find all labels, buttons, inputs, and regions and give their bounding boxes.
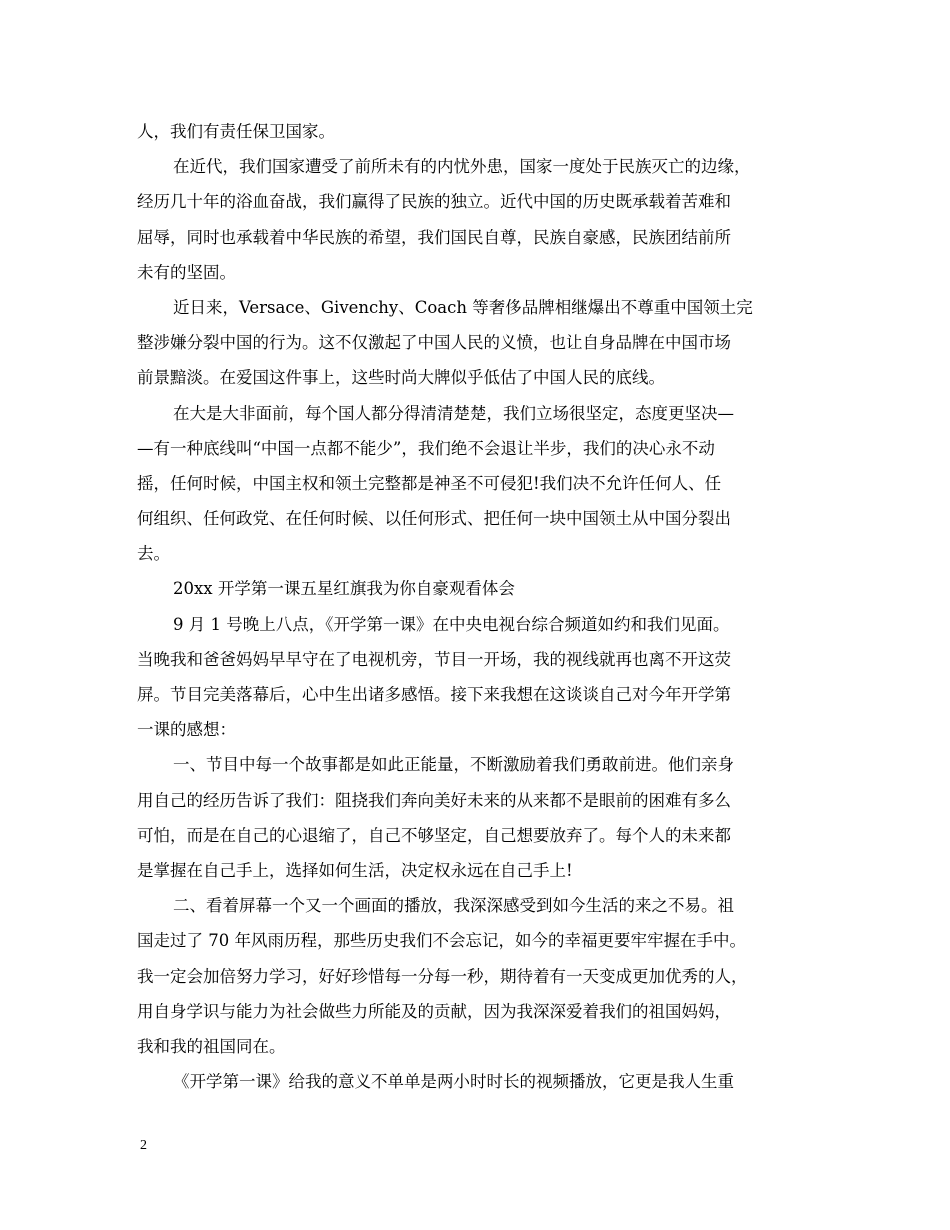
text-line: 国走过了 70 年风雨历程，那些历史我们不会忘记，如今的幸福更要牢牢握在手中。 [137, 931, 746, 951]
page-number: 2 [140, 1138, 147, 1153]
text-line: 一、节目中每一个故事都是如此正能量，不断激励着我们勇敢前进。他们亲身 [173, 755, 734, 775]
text-line: 我和我的祖国同在。 [137, 1036, 286, 1056]
text-line: 屈辱，同时也承载着中华民族的希望，我们国民自尊，民族自豪感，民族团结前所 [137, 227, 731, 247]
text-line: 人，我们有责任保卫国家。 [137, 122, 335, 141]
text-line: 二、看着屏幕一个又一个画面的播放，我深深感受到如今生活的来之不易。祖 [173, 896, 734, 916]
text-line: 用自己的经历告诉了我们：阻挠我们奔向美好未来的从来都不是眼前的困难有多么 [137, 790, 731, 810]
text-line: 我一定会加倍努力学习，好好珍惜每一分每一秒，期待着有一天变成更加优秀的人， [137, 966, 748, 986]
text-line: 当晚我和爸爸妈妈早早守在了电视机旁，节目一开场，我的视线就再也离不开这荧 [137, 649, 731, 669]
text-line: 可怕，而是在自己的心退缩了，自己不够坚定，自己想要放弃了。每个人的未来都 [137, 825, 731, 845]
text-line: 在近代，我们国家遭受了前所未有的内忧外患，国家一度处于民族灭亡的边缘， [173, 157, 751, 177]
text-line: 摇，任何时候，中国主权和领土完整都是神圣不可侵犯!我们决不允许任何人、任 [137, 473, 722, 493]
text-line: 前景黯淡。在爱国这件事上，这些时尚大牌似乎低估了中国人民的底线。 [137, 368, 665, 388]
text-line: 屏。节目完美落幕后，心中生出诸多感悟。接下来我想在这谈谈自己对今年开学第 [137, 685, 731, 704]
text-line: 未有的坚固。 [137, 262, 236, 282]
text-line: 一课的感想： [137, 720, 236, 740]
body-text [137, 114, 827, 1099]
text-line: —有一种底线叫“中国一点都不能少”，我们绝不会退让半步，我们的决心永不动 [137, 438, 715, 458]
text-line: 何组织、任何政党、在任何时候、以任何形式、把任何一块中国领土从中国分裂出 [137, 509, 731, 529]
text-line: 《开学第一课》给我的意义不单单是两小时时长的视频播放，它更是我人生重 [173, 1072, 734, 1092]
text-line: 用自身学识与能力为社会做些力所能及的贡献，因为我深深爱着我们的祖国妈妈， [137, 1001, 731, 1021]
text-line: 近日来，Versace、Givenchy、Coach 等奢侈品牌相继爆出不尊重中国领土完 [173, 297, 753, 317]
text-line: 去。 [137, 544, 170, 564]
text-line: 整涉嫌分裂中国的行为。这不仅激起了中国人民的义愤，也让自身品牌在中国市场 [137, 333, 731, 353]
text-line: 在大是大非面前，每个国人都分得清清楚楚，我们立场很坚定，态度更坚决— [173, 403, 734, 423]
text-line: 是掌握在自己手上，选择如何生活，决定权永远在自己手上! [137, 860, 573, 880]
text-line: 经历几十年的浴血奋战，我们赢得了民族的独立。近代中国的历史既承载着苦难和 [137, 192, 731, 212]
section-heading: 20xx 开学第一课五星红旗我为你自豪观看体会 [173, 579, 515, 599]
text-line: 9 月 1 号晚上八点，《开学第一课》在中央电视台综合频道如约和我们见面。 [173, 614, 730, 634]
